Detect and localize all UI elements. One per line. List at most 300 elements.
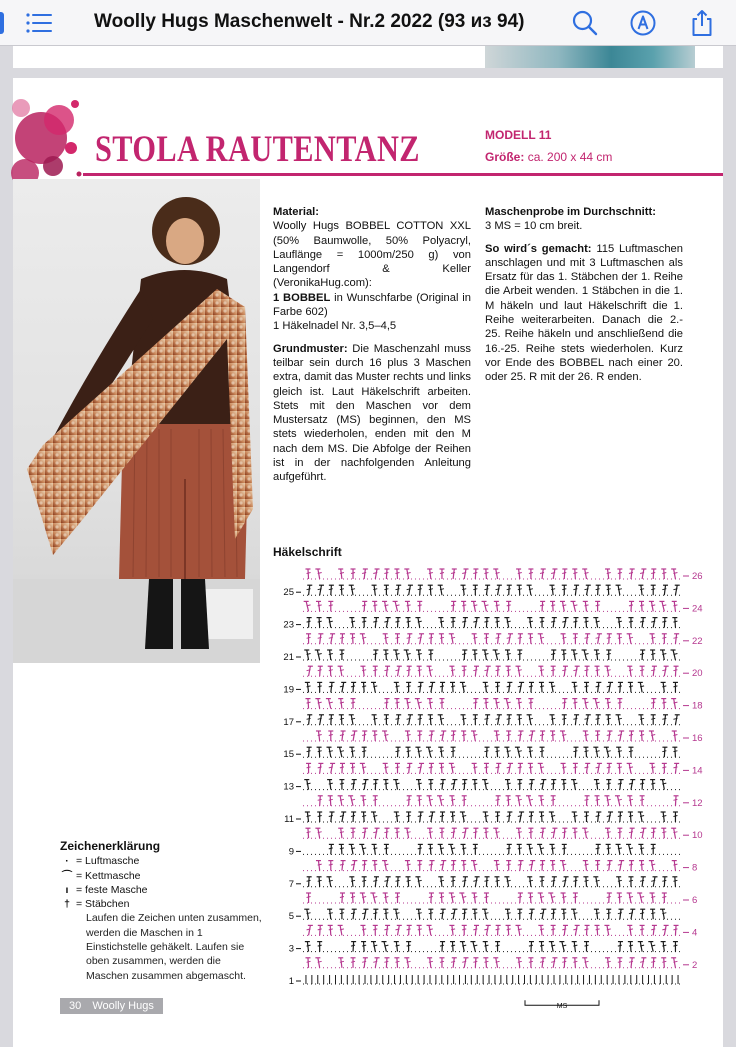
chart-stitch <box>385 634 386 644</box>
chart-stitch <box>651 601 653 611</box>
chart-stitch-bar <box>651 783 655 784</box>
chart-stitch <box>542 828 543 838</box>
chart-stitch <box>419 780 420 790</box>
chart-stitch-bar <box>629 961 633 962</box>
chart-stitch-bar <box>518 702 522 703</box>
chart-stitch <box>507 780 508 790</box>
chart-stitch <box>618 844 620 854</box>
chart-stitch-bar <box>307 718 311 719</box>
chart-stitch <box>641 731 642 741</box>
chart-stitch <box>441 893 442 903</box>
chart-stitch-bar <box>585 751 589 752</box>
chart-stitch <box>318 699 320 709</box>
chart-stitch-bar <box>362 864 366 865</box>
chart-stitch-bar <box>540 751 544 752</box>
chart-stitch-bar <box>673 799 677 800</box>
chart-stitch <box>364 731 365 741</box>
chart-stitch-bar <box>440 913 444 914</box>
chart-stitch <box>531 942 532 952</box>
chart-stitch-bar <box>629 735 633 736</box>
chart-stitch-bar <box>496 751 500 752</box>
chart-stitch <box>409 634 410 644</box>
chart-stitch-bar <box>585 735 589 736</box>
chart-stitch <box>653 569 654 579</box>
chart-stitch-bar <box>318 864 322 865</box>
chart-stitch <box>398 618 399 628</box>
chart-stitch <box>407 601 408 611</box>
chart-stitch-bar <box>673 605 677 606</box>
chart-stitch <box>309 715 310 725</box>
chart-stitch <box>518 666 520 676</box>
chart-stitch <box>430 958 431 968</box>
chart-stitch-bar <box>473 767 477 768</box>
chart-stitch-bar <box>473 670 477 671</box>
chart-stitch <box>587 666 588 676</box>
chart-stitch <box>518 925 520 935</box>
chart-stitch <box>420 812 421 822</box>
chart-stitch-bar <box>396 621 400 622</box>
chart-stitch-bar <box>373 735 377 736</box>
chart-stitch-bar <box>507 670 511 671</box>
chart-stitch-bar <box>585 929 589 930</box>
chart-stitch-bar <box>462 589 466 590</box>
chart-stitch <box>562 731 564 741</box>
chart-stitch <box>564 877 566 887</box>
chart-stitch <box>452 925 453 935</box>
chart-stitch <box>598 634 600 644</box>
search-icon[interactable] <box>570 8 600 38</box>
chart-stitch-bar <box>429 961 433 962</box>
grundmuster-label: Grundmuster: <box>273 342 348 355</box>
chart-stitch-bar <box>329 864 333 865</box>
chart-stitch-bar <box>496 637 500 638</box>
chart-stitch <box>562 861 564 871</box>
chart-stitch-bar <box>351 621 355 622</box>
chart-stitch <box>374 715 375 725</box>
chart-stitch-bar <box>518 589 522 590</box>
chart-stitch-bar <box>629 816 633 817</box>
chart-stitch <box>530 618 531 628</box>
chart-stitch <box>619 747 620 757</box>
chart-stitch <box>317 650 319 660</box>
chart-stitch-bar <box>429 573 433 574</box>
chart-stitch-bar <box>462 929 466 930</box>
previous-page[interactable] <box>13 46 723 68</box>
chart-row-label-right: 14 <box>692 765 703 777</box>
chart-stitch <box>431 634 432 644</box>
chart-stitch-bar <box>518 961 522 962</box>
chart-stitch-bar <box>551 718 555 719</box>
chart-stitch-bar <box>585 605 589 606</box>
chart-stitch-bar <box>473 929 477 930</box>
chart-stitch <box>651 731 653 741</box>
chart-row-label-left: 25 <box>283 587 294 599</box>
chart-stitch-bar <box>629 686 633 687</box>
chart-stitch <box>441 747 442 757</box>
chart-stitch <box>653 958 654 968</box>
chart-stitch <box>663 650 665 660</box>
chart-stitch <box>364 682 365 692</box>
chart-stitch <box>341 569 342 579</box>
chart-stitch <box>464 731 465 741</box>
chart-stitch-bar <box>507 718 511 719</box>
chart-stitch <box>652 634 653 644</box>
chart-stitch <box>620 909 621 919</box>
chart-stitch <box>553 650 554 660</box>
chart-stitch-bar <box>662 637 666 638</box>
chart-stitch-bar <box>640 670 644 671</box>
chart-stitch-bar <box>351 751 355 752</box>
chart-stitch-bar <box>351 913 355 914</box>
chart-stitch <box>340 747 342 757</box>
chart-stitch-bar <box>340 864 344 865</box>
page-number: 30 <box>69 1000 82 1012</box>
chart-stitch-bar <box>407 816 411 817</box>
chart-stitch <box>642 618 643 628</box>
chart-stitch <box>498 585 500 595</box>
chart-stitch-bar <box>340 832 344 833</box>
chart-stitch <box>541 925 542 935</box>
chart-stitch-bar <box>662 702 666 703</box>
chart-stitch <box>328 699 330 709</box>
chart-stitch <box>529 715 531 725</box>
legend-item-double-crochet <box>60 897 265 911</box>
chart-stitch <box>608 569 609 579</box>
chart-stitch-bar <box>440 621 444 622</box>
chart-stitch-bar <box>429 735 433 736</box>
chart-stitch <box>318 958 320 968</box>
chart-stitch-bar <box>573 816 577 817</box>
chart-stitch <box>587 925 588 935</box>
chart-stitch <box>553 877 554 887</box>
chart-stitch-bar <box>507 864 511 865</box>
chart-stitch-bar <box>462 654 466 655</box>
chart-stitch <box>452 812 453 822</box>
chart-stitch-bar <box>585 670 589 671</box>
chart-stitch <box>519 958 520 968</box>
chart-stitch <box>620 731 622 741</box>
chart-stitch <box>442 731 444 741</box>
chart-stitch-bar <box>518 718 522 719</box>
chart-stitch <box>431 812 433 822</box>
chart-stitch <box>330 780 331 790</box>
chart-stitch <box>318 569 320 579</box>
chart-stitch <box>374 585 375 595</box>
chart-stitch-bar <box>329 735 333 736</box>
chart-stitch-bar <box>551 799 555 800</box>
chart-stitch <box>475 925 476 935</box>
size-value: ca. 200 x 44 cm <box>527 150 613 164</box>
chart-stitch <box>398 747 399 757</box>
chart-stitch-bar <box>640 880 644 881</box>
chart-stitch-bar <box>429 783 433 784</box>
chart-stitch <box>342 861 343 871</box>
chart-stitch <box>340 666 342 676</box>
chart-stitch <box>519 569 520 579</box>
chart-stitch <box>474 601 476 611</box>
chart-stitch <box>585 699 587 709</box>
chart-stitch-bar <box>518 864 522 865</box>
chart-stitch-bar <box>318 670 322 671</box>
chart-stitch <box>574 909 576 919</box>
chart-stitch <box>341 699 342 709</box>
legend-item-chain <box>60 854 265 868</box>
chart-stitch <box>430 569 431 579</box>
chart-stitch-bar <box>573 945 577 946</box>
chart-stitch-bar <box>329 686 333 687</box>
chart-stitch-bar <box>351 897 355 898</box>
chart-stitch <box>462 893 464 903</box>
chart-stitch <box>329 877 331 887</box>
chart-stitch <box>375 828 377 838</box>
chart-stitch-bar <box>507 589 511 590</box>
chart-stitch <box>586 747 587 757</box>
chart-stitch-bar <box>340 637 344 638</box>
chart-stitch-bar <box>673 686 677 687</box>
chart-stitch <box>675 715 677 725</box>
chart-stitch-bar <box>473 783 477 784</box>
chart-stitch <box>484 601 486 611</box>
chart-stitch-bar <box>396 961 400 962</box>
chart-stitch <box>585 731 586 741</box>
chart-stitch-bar <box>496 670 500 671</box>
chart-stitch <box>674 828 676 838</box>
chart-stitch <box>620 682 621 692</box>
chart-stitch-bar <box>573 961 577 962</box>
chart-stitch <box>342 634 343 644</box>
chart-stitch <box>475 650 476 660</box>
chart-stitch <box>530 634 531 644</box>
chart-stitch-bar <box>618 686 622 687</box>
chart-stitch-bar <box>573 637 577 638</box>
title-rule <box>83 173 723 176</box>
chart-stitch-bar <box>507 929 511 930</box>
chart-stitch <box>397 958 398 968</box>
chart-stitch <box>529 844 531 854</box>
chart-stitch-bar <box>340 654 344 655</box>
chart-stitch-bar <box>496 767 500 768</box>
chart-stitch-bar <box>307 767 311 768</box>
chart-stitch <box>619 893 620 903</box>
chart-stitch <box>630 812 631 822</box>
chart-stitch-bar <box>462 735 466 736</box>
chart-row-label-left: 21 <box>283 652 294 663</box>
chart-stitch <box>453 601 454 611</box>
chart-stitch-bar <box>396 880 400 881</box>
chart-stitch <box>475 780 476 790</box>
chart-stitch-bar <box>551 848 555 849</box>
chart-stitch <box>441 618 442 628</box>
chart-stitch-bar <box>529 573 533 574</box>
chart-stitch-bar <box>407 799 411 800</box>
chart-stitch-bar <box>440 961 444 962</box>
chart-stitch-bar <box>362 686 366 687</box>
chart-stitch-bar <box>551 913 555 914</box>
chart-stitch <box>329 747 331 757</box>
chart-stitch <box>320 666 321 676</box>
chart-stitch-bar <box>629 929 633 930</box>
chart-stitch-bar <box>362 832 366 833</box>
chart-stitch-bar <box>518 637 522 638</box>
chart-stitch-bar <box>429 897 433 898</box>
chart-stitch <box>651 942 653 952</box>
chart-stitch <box>640 812 642 822</box>
chart-stitch-bar <box>596 783 600 784</box>
chart-stitch <box>475 699 476 709</box>
chart-stitch-bar <box>618 621 622 622</box>
chart-stitch <box>330 796 331 806</box>
chart-stitch-bar <box>340 589 344 590</box>
chart-stitch <box>409 763 410 773</box>
chart-stitch <box>630 942 631 952</box>
markup-icon[interactable] <box>628 8 658 38</box>
chart-stitch-bar <box>384 929 388 930</box>
chart-stitch <box>575 958 576 968</box>
material-label: Material: <box>273 206 320 218</box>
chart-stitch-bar <box>484 637 488 638</box>
chart-stitch-bar <box>562 929 566 930</box>
chart-stitch-bar <box>529 621 533 622</box>
app-toolbar <box>0 0 736 46</box>
list-icon[interactable] <box>26 12 52 34</box>
document-page[interactable] <box>13 78 723 1047</box>
chart-stitch <box>608 828 609 838</box>
chart-stitch-bar <box>440 637 444 638</box>
chart-stitch <box>486 925 488 935</box>
chart-stitch <box>663 682 664 692</box>
chart-stitch-bar <box>362 816 366 817</box>
chart-stitch-bar <box>396 589 400 590</box>
chart-stitch <box>385 861 387 871</box>
chart-stitch <box>373 682 375 692</box>
chart-stitch <box>442 682 443 692</box>
chart-stitch <box>496 601 497 611</box>
chart-stitch-bar <box>562 718 566 719</box>
chart-stitch <box>341 828 342 838</box>
chart-stitch-bar <box>329 589 333 590</box>
chart-stitch-bar <box>418 718 422 719</box>
chart-stitch-bar <box>351 767 355 768</box>
chart-stitch <box>451 634 453 644</box>
chart-stitch <box>541 796 542 806</box>
chart-stitch-bar <box>562 832 566 833</box>
chart-stitch-bar <box>307 637 311 638</box>
chart-stitch <box>440 844 442 854</box>
chart-stitch <box>451 893 453 903</box>
chart-stitch-bar <box>484 751 488 752</box>
chart-stitch <box>352 877 353 887</box>
chart-stitch <box>598 585 599 595</box>
chart-stitch <box>530 893 531 903</box>
chart-stitch-bar <box>429 913 433 914</box>
chart-stitch-bar <box>540 735 544 736</box>
grundmuster-section <box>273 342 471 485</box>
chart-stitch-bar <box>607 702 611 703</box>
footer-brand: Woolly Hugs <box>92 1000 154 1012</box>
chart-stitch-bar <box>651 929 655 930</box>
chart-stitch <box>531 682 532 692</box>
chart-stitch-bar <box>496 799 500 800</box>
chart-stitch <box>397 569 398 579</box>
chart-stitch <box>386 925 387 935</box>
chart-stitch <box>609 682 611 692</box>
chart-stitch <box>664 747 665 757</box>
chart-stitch <box>629 844 631 854</box>
chart-stitch-bar <box>507 654 511 655</box>
legend-item-single-crochet <box>60 883 265 897</box>
chart-stitch <box>486 715 487 725</box>
chart-stitch <box>529 585 531 595</box>
chart-stitch <box>664 958 665 968</box>
chart-stitch <box>509 715 510 725</box>
chart-stitch <box>407 699 409 709</box>
chart-stitch <box>385 893 386 903</box>
chart-stitch-bar <box>440 945 444 946</box>
chart-stitch <box>587 715 589 725</box>
chart-stitch <box>607 925 609 935</box>
chart-stitch-bar <box>362 670 366 671</box>
material-section <box>273 205 471 334</box>
chart-stitch <box>308 569 309 579</box>
chart-stitch-bar <box>507 605 511 606</box>
chart-stitch <box>652 893 653 903</box>
chart-stitch <box>609 812 611 822</box>
chart-stitch-bar <box>473 832 477 833</box>
chart-stitch-bar <box>596 929 600 930</box>
chart-stitch-bar <box>551 864 555 865</box>
chart-stitch <box>518 796 520 806</box>
symbol-legend <box>60 839 265 983</box>
chart-stitch-bar <box>318 880 322 881</box>
chart-stitch-bar <box>407 621 411 622</box>
chart-stitch-bar <box>440 880 444 881</box>
chart-stitch-bar <box>451 686 455 687</box>
chart-stitch <box>464 601 465 611</box>
chart-stitch <box>542 569 543 579</box>
chart-stitch <box>562 601 564 611</box>
chart-stitch <box>429 796 431 806</box>
chart-stitch <box>420 763 422 773</box>
chart-stitch <box>375 877 376 887</box>
chart-stitch-bar <box>596 589 600 590</box>
chart-stitch <box>575 747 576 757</box>
chart-stitch <box>419 909 420 919</box>
chart-stitch <box>617 796 619 806</box>
chart-stitch <box>364 601 365 611</box>
grundmuster-text: Die Maschenzahl muss teilbar sein durch 16 plus 3 Maschen extra, damit das Muster rechts und links gleich ist. Laut Häkelschrift arbeiten. Stets mit den Maschen vor dem Mustersatz (MS) beginnen, den MS stets wiederholen, enden mit den M nach dem MS. Die Abfolge der Reihen ist in der nachfolgenden Anleitung aufgeführt. <box>273 342 471 484</box>
chart-stitch <box>473 942 475 952</box>
chart-stitch-bar <box>351 637 355 638</box>
share-icon[interactable] <box>687 8 717 38</box>
chart-stitch <box>552 585 553 595</box>
chart-stitch <box>375 601 376 611</box>
chart-stitch-bar <box>384 783 388 784</box>
chart-row-label-left: 1 <box>288 976 294 987</box>
chart-stitch <box>430 715 431 725</box>
chart-stitch-bar <box>384 897 388 898</box>
chart-stitch <box>440 796 442 806</box>
chart-stitch <box>598 844 599 854</box>
chart-stitch <box>640 893 642 903</box>
chart-stitch <box>464 828 466 838</box>
chart-stitch-bar <box>396 945 400 946</box>
chart-stitch-bar <box>351 880 355 881</box>
chart-stitch-bar <box>418 913 422 914</box>
chart-stitch-bar <box>496 816 500 817</box>
chart-stitch <box>606 747 608 757</box>
chart-stitch <box>540 893 542 903</box>
chart-stitch-bar <box>429 832 433 833</box>
